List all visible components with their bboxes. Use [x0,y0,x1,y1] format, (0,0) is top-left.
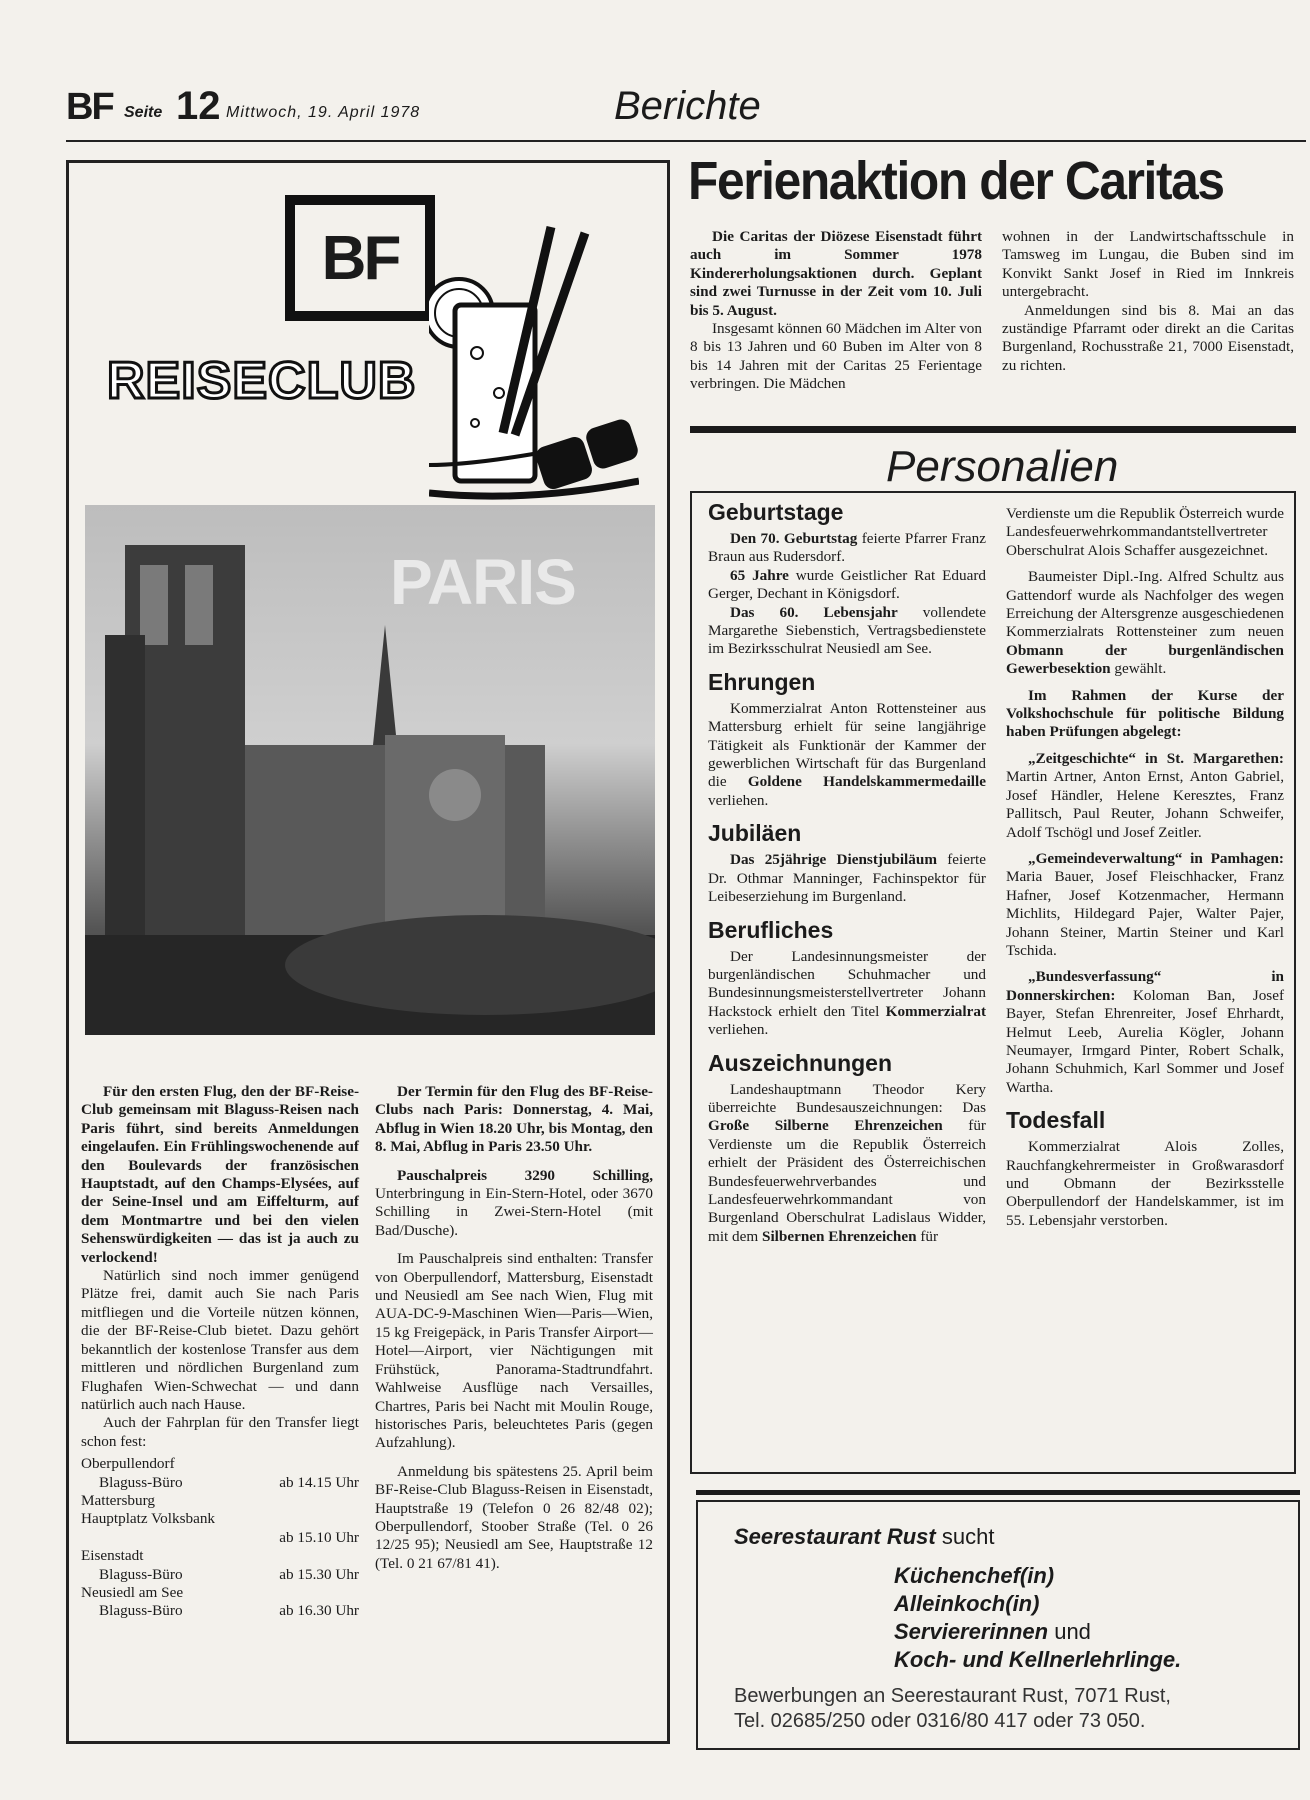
reiseclub-text-col1 [81,1083,359,1621]
ad-headline: Seerestaurant Rust sucht [734,1524,995,1549]
caritas-headline: Ferienaktion der Caritas [688,151,1224,211]
notre-dame-photo [85,505,655,1035]
flight-dates: Der Termin für den Flug des BF-Reise-Clubs nach Paris: Donnerstag, 4. Mai, Abflug in Wien 18.20 Uhr, bis Montag, den 8. Mai, Abflug in Paris 23.50 Uhr. [375,1083,653,1156]
photo-caption: PARIS [390,546,576,618]
ad-top-rule [696,1490,1300,1495]
caritas-paragraph: wohnen in der Landwirtschaftsschule in Tamsweg im Lungau, die Buben sind im Konvikt Sankt Josef in Ried im Innkreis untergebracht. [1002,228,1294,301]
section-divider [690,426,1296,433]
exam-list: „Gemeindeverwaltung“ in Pamhagen: Maria Bauer, Josef Fleischhacker, Franz Hafner, Josef Kotzenmacher, Hermann Michlits, Hildegard Pajer, Walter Pajer, Johann Steiner, Martin Steiner und Karl Tschida. [1006,849,1284,959]
exam-list: „Zeitgeschichte“ in St. Margarethen: Martin Artner, Anton Ernst, Anton Gabriel, Josef Händler, Helene Keresztes, Franz Pallitsch, Paul Reuter, Johann Schweifer, Adolf Tschögl und Josef Zeitler. [1006,749,1284,841]
caritas-col2 [1002,228,1294,375]
job-item: Koch- und Kellnerlehrlinge. [894,1647,1182,1672]
caritas-paragraph: Insgesamt können 60 Mädchen im Alter von 8 bis 13 Jahren und 60 Buben im Alter von 8 bis 14 Jahren mit der Caritas 25 Ferientage verbringen. Die Mädchen [690,320,982,393]
job-item: Alleinkoch(in) [894,1591,1040,1616]
package-inclusions: Im Pauschalpreis sind enthalten: Transfer von Oberpullendorf, Mattersburg, Eisenstadt und Neusiedl am See nach Wien, Flug mit AUA-DC-9-Maschinen Wien—Paris—Wien, 15 kg Freigepäck, in Paris Transfer Airport—Hotel—Airport, vier Nächtigungen mit Frühstück, Panorama-Stadtrundfahrt. Wahlweise Ausflüge nach Versailles, Chartres, Paris bei Nacht mit Moulin Rouge, historisches Paris, beleuchtetes Paris (gegen Aufzahlung). [375,1250,653,1452]
birthday-entry: 65 Jahre wurde Geistlicher Rat Eduard Gerger, Dechant in Königsdorf. [708,566,986,603]
job-item: Serviererinnen und [894,1619,1091,1644]
personalien-title: Personalien [886,442,1119,491]
ad-job-list [894,1562,1181,1674]
page-header [66,78,1306,142]
reiseclub-intro: Für den ersten Flug, den der BF-Reise-Club gemeinsam mit Blaguss-Reisen nach Paris führt, sind bereits Anmeldungen eingelaufen. Ein Frühlingswochenende auf den Boulevards der französischen Hauptstadt, auf den Champs-Elysées, auf der Seine-Insel und am Eiffelturm, auf dem Montmartre und bei den vielen Sehenswürdigkeiten — das ist ja auch zu verlockend! [81,1083,359,1266]
heading-todesfall: Todesfall [1006,1107,1106,1134]
section-title: Berichte [614,84,761,128]
registration-info: Anmeldung bis spätestens 25. April beim BF-Reise-Club Blaguss-Reisen in Eisenstadt, Hauptstraße 19 (Telefon 0 26 82/48 02); Oberpullendorf, Stoober Straße (Tel. 0 26 12/25 95); Neusiedl am See, Hauptstraße 12 (Tel. 0 21 67/81 41). [375,1462,653,1572]
page-label: Seite [124,104,163,121]
exam-list: „Bundesverfassung“ in Donnerskirchen: Koloman Ban, Josef Bayer, Stefan Ehrenreiter, Josef Ehrhardt, Helmut Leeb, Aurelia Kögler, Johann Neumayer, Irmgard Pinter, Robert Schalk, Johann Schuhmich, Karl Sommer und Josef Wartha. [1006,968,1284,1096]
drink-sunglasses-illustration [429,203,639,503]
heading-geburtstage: Geburtstage [708,499,844,525]
seerestaurant-ad [696,1500,1300,1750]
ad-contact: Bewerbungen an Seerestaurant Rust, 7071 Rust, Tel. 02685/250 oder 0316/80 417 oder 73 050. [734,1685,1171,1732]
heading-berufliches: Berufliches [708,916,834,943]
heading-ehrungen: Ehrungen [708,668,816,695]
caritas-col1 [690,228,982,394]
personalien-col1 [708,497,986,1246]
job-item: Küchenchef(in) [894,1563,1055,1588]
personalien-col2 [1006,505,1284,1230]
reiseclub-paragraph: Natürlich sind noch immer genügend Plätze frei, damit auch Sie nach Paris mitfliegen und die Vorteile nützen können, die der BF-Reise-Club bietet. Dazu gehört bekanntlich der kostenlose Transfer aus dem mittleren und nördlichen Burgenland zum Flughafen Wien-Schwechat — und dann natürlich auch nach Hause. [81,1267,359,1413]
birthday-entry: Das 60. Lebensjahr vollendete Margarethe Siebenstich, Vertragsbedienstete im Bezirksschulrat Neusiedl am See. [708,603,986,658]
ehrungen-entry: Kommerzialrat Anton Rottensteiner aus Mattersburg erhielt für seine langjährige Tätigkeit als Funktionär der Kammer der gewerblichen Wirtschaft für das Burgenland die Goldene Handelskammermedaille verliehen. [708,699,986,809]
reiseclub-title: REISECLUB [107,352,417,410]
birthday-entry: Den 70. Geburtstag feierte Pfarrer Franz Braun aus Rudersdorf. [708,530,987,566]
reiseclub-advert [66,160,670,1744]
personalien-box [690,491,1296,1474]
reiseclub-text-col2 [375,1083,653,1573]
newspaper-logo: BF [66,86,113,128]
page-number: 12 [176,84,221,128]
berufliches-entry: Der Landesinnungsmeister der burgenländischen Schuhmacher und Bundesinnungsmeisterstellvertreter Johann Hackstock erhielt den Titel Kommerzialrat verliehen. [708,947,986,1039]
auszeichnungen-continued: Verdienste um die Republik Österreich wurde Landesfeuerwehrkommandantstellvertreter Oberschulrat Alois Schaffer ausgezeichnet. [1006,505,1284,559]
reiseclub-paragraph: Auch der Fahrplan für den Transfer liegt schon fest: [81,1414,359,1450]
jubilaeen-entry: Das 25jährige Dienstjubiläum feierte Dr. Othmar Manninger, Fachinspektor für Leibeserziehung im Burgenland. [708,851,986,906]
issue-date: Mittwoch, 19. April 1978 [226,104,421,121]
package-price: Pauschalpreis 3290 Schilling, Unterbringung in Ein-Stern-Hotel, oder 3670 Schilling in Zwei-Stern-Hotel (mit Bad/Dusche). [375,1166,653,1239]
schultz-entry: Baumeister Dipl.-Ing. Alfred Schultz aus Gattendorf wurde als Nachfolger des wegen Erreichung der Altersgrenze ausgeschiedenen Kommerzialrats Rottensteiner zum neuen Obmann der burgenländischen Gewerbesektion gewählt. [1006,568,1284,678]
todesfall-entry: Kommerzialrat Alois Zolles, Rauchfangkehrermeister in Großwarasdorf und Obmann der Bezirksstelle Oberpullendorf der Handelskammer, ist im 55. Lebensjahr verstorben. [1006,1138,1284,1229]
reiseclub-logo: BF [285,195,435,321]
auszeichnungen-entry: Landeshauptmann Theodor Kery überreichte Bundesauszeichnungen: Das Große Silberne Ehrenzeichen für Verdienste um die Republik Österreich erhielt der Präsident des Österreichischen Bundesfeuerwehrverbandes und Landesfeuerwehrkommandant von Burgenland Oberschulrat Ladislaus Widder, mit dem Silbernen Ehrenzeichen für [708,1080,986,1245]
caritas-lead: Die Caritas der Diözese Eisenstadt führt auch im Sommer 1978 Kindererholungsaktionen durch. Geplant sind zwei Turnusse in der Zeit vom 10. Juli bis 5. August. [690,228,982,319]
transfer-schedule: Oberpullendorf Blaguss-Büro ab 14.15 Uhr Mattersburg Hauptplatz Volksbank ab 15.10 Uhr Eisenstadt Blaguss-Büro ab 15.30 Uhr Neusiedl am See Blaguss-Büro ab 16.30 Uhr [81,1455,359,1620]
heading-auszeichnungen: Auszeichnungen [708,1049,893,1076]
vhs-intro: Im Rahmen der Kurse der Volkshochschule für politische Bildung haben Prüfungen abgelegt: [1006,686,1284,741]
heading-jubilaeen: Jubiläen [708,820,802,847]
caritas-paragraph: Anmeldungen sind bis 8. Mai an das zuständige Pfarramt oder direkt an die Caritas Burgenland, Rochusstraße 21, 7000 Eisenstadt, zu richten. [1002,301,1294,374]
